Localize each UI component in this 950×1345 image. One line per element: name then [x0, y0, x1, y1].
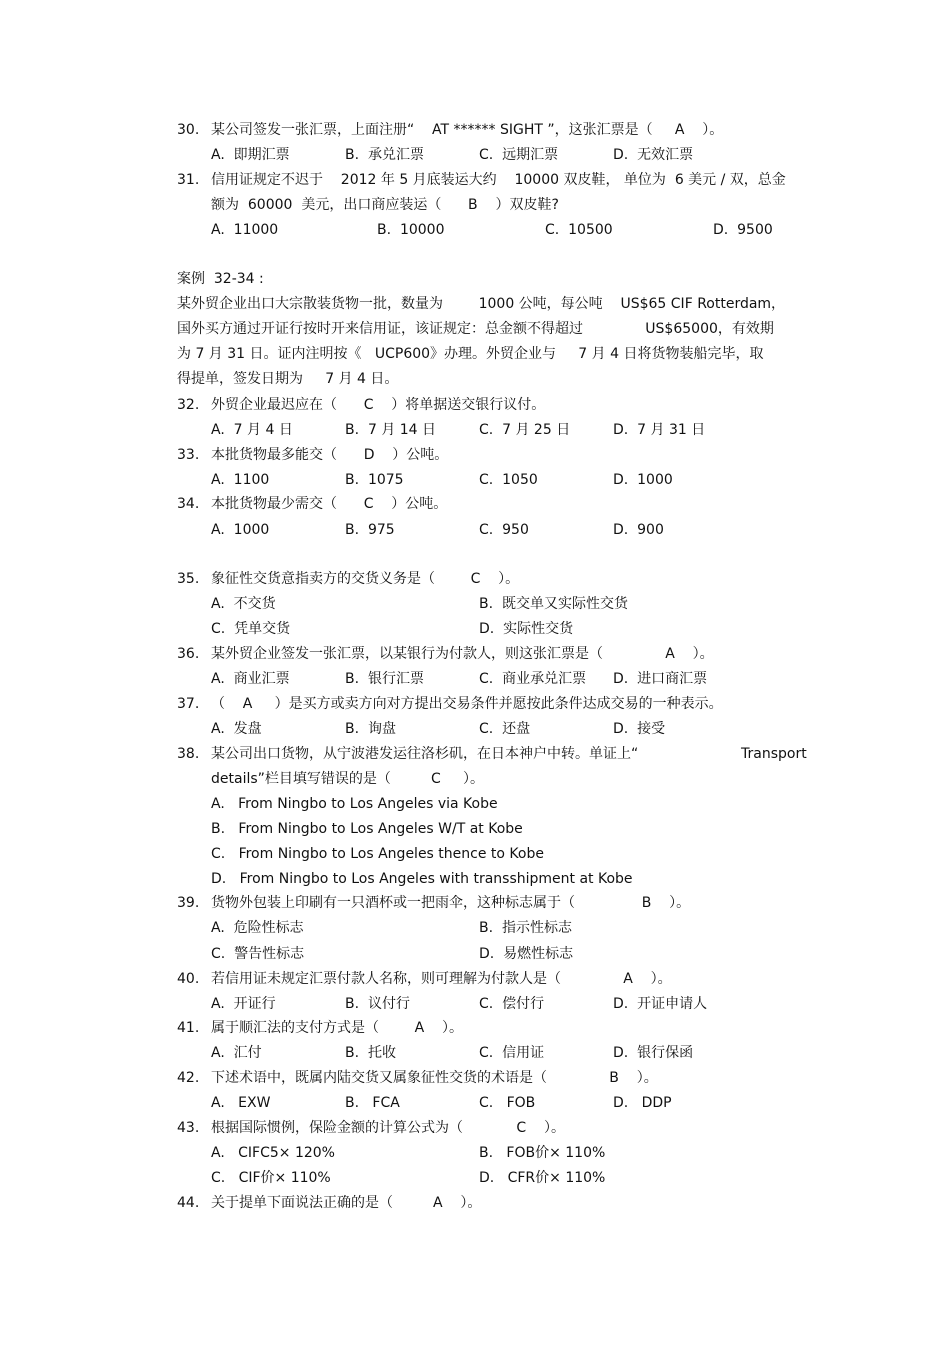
option-a: A. 危险性标志	[211, 920, 304, 936]
option-a: A. 11000	[211, 222, 279, 238]
question-number: 37.	[177, 696, 200, 712]
question-number: 38.	[177, 746, 200, 762]
question-number: 39.	[177, 895, 200, 911]
question-number: 43.	[177, 1120, 200, 1136]
question-text: 某外贸企业签发一张汇票，以某银行为付款人，则这张汇票是（ A ）。	[211, 646, 714, 662]
option-d: D. 7 月 31 日	[613, 422, 706, 438]
option-c: C. 信用证	[479, 1045, 545, 1061]
question-text: 本批货物最多能交（ D ）公吨。	[211, 447, 449, 463]
option-d: D. 开证申请人	[613, 996, 708, 1012]
option-a: A. 不交货	[211, 596, 276, 612]
question-text: （ A ）是买方或卖方向对方提出交易条件并愿按此条件达成交易的一种表示。	[211, 696, 723, 712]
option-c: C. 凭单交货	[211, 621, 291, 637]
option-b: B. 7 月 14 日	[345, 422, 437, 438]
option-d: D. 9500	[713, 222, 773, 238]
option-d: D. 银行保函	[613, 1045, 694, 1061]
option-d: D. CFR价× 110%	[479, 1170, 606, 1186]
option-b: B. 指示性标志	[479, 920, 572, 936]
option-b: B. 975	[345, 522, 395, 538]
case-paragraph-line: 某外贸企业出口大宗散装货物一批，数量为 1000 公吨，每公吨 US$65 CIF Rotterdam，	[177, 296, 786, 312]
option-c: C. 1050	[479, 472, 538, 488]
option-b: B. FCA	[345, 1095, 400, 1111]
question-number: 40.	[177, 971, 200, 987]
question-text-cont: 额为 60000 美元，出口商应装运（ B ）双皮鞋?	[211, 197, 559, 213]
question-text: 货物外包装上印刷有一只酒杯或一把雨伞，这种标志属于（ B ）。	[211, 895, 691, 911]
option-a: A. 发盘	[211, 721, 262, 737]
option-b: B. 10000	[377, 222, 445, 238]
option-b: B. 承兑汇票	[345, 147, 424, 163]
option-d: D. 无效汇票	[613, 147, 694, 163]
option-a: A. 1100	[211, 472, 270, 488]
option-a: A. EXW	[211, 1095, 271, 1111]
question-number: 31.	[177, 172, 200, 188]
question-text: 本批货物最少需交（ C ）公吨。	[211, 496, 448, 512]
option-d: D. 易燃性标志	[479, 946, 574, 962]
option-b: B. From Ningbo to Los Angeles W/T at Kobe	[211, 821, 523, 837]
option-a: A. From Ningbo to Los Angeles via Kobe	[211, 796, 498, 812]
option-d: D. From Ningbo to Los Angeles with transshipment at Kobe	[211, 871, 633, 887]
option-b: B. 托收	[345, 1045, 396, 1061]
case-paragraph-line: 国外买方通过开证行按时开来信用证，该证规定：总金额不得超过 US$65000，有效期	[177, 321, 774, 337]
option-c: C. 偿付行	[479, 996, 545, 1012]
question-text: 关于提单下面说法正确的是（ A ）。	[211, 1195, 482, 1211]
option-b: B. FOB价× 110%	[479, 1145, 606, 1161]
option-d: D. DDP	[613, 1095, 672, 1111]
case-paragraph-line: 为 7 月 31 日。证内注明按《 UCP600》办理。外贸企业与 7 月 4 日将货物装船完毕，取	[177, 346, 764, 362]
option-c: C. From Ningbo to Los Angeles thence to Kobe	[211, 846, 544, 862]
option-c: C. FOB	[479, 1095, 536, 1111]
question-text: 根据国际惯例，保险金额的计算公式为（ C ）。	[211, 1120, 565, 1136]
option-a: A. 商业汇票	[211, 671, 290, 687]
option-b: B. 银行汇票	[345, 671, 424, 687]
question-number: 30.	[177, 122, 200, 138]
option-c: C. 950	[479, 522, 529, 538]
option-b: B. 询盘	[345, 721, 396, 737]
question-text: 信用证规定不迟于 2012 年 5 月底装运大约 10000 双皮鞋， 单位为 6 美元 / 双，总金	[211, 172, 786, 188]
option-c: C. 远期汇票	[479, 147, 559, 163]
question-number: 41.	[177, 1020, 200, 1036]
question-text: 某公司出口货物，从宁波港发运往洛杉矶，在日本神户中转。单证上“	[211, 746, 639, 762]
question-text: 若信用证未规定汇票付款人名称，则可理解为付款人是（ A ）。	[211, 971, 672, 987]
question-text: 某公司签发一张汇票，上面注册“ AT ****** SIGHT ”，这张汇票是（ A ）。	[211, 122, 724, 138]
question-number: 44.	[177, 1195, 200, 1211]
option-a: A. CIFC5× 120%	[211, 1145, 335, 1161]
question-number: 42.	[177, 1070, 200, 1086]
question-number: 35.	[177, 571, 200, 587]
question-text: 属于顺汇法的支付方式是（ A ）。	[211, 1020, 463, 1036]
option-c: C. 还盘	[479, 721, 531, 737]
option-d: D. 900	[613, 522, 664, 538]
case-paragraph-line: 得提单，签发日期为 7 月 4 日。	[177, 371, 399, 387]
option-d: D. 实际性交货	[479, 621, 574, 637]
option-a: A. 7 月 4 日	[211, 422, 293, 438]
option-b: B. 议付行	[345, 996, 410, 1012]
question-number: 33.	[177, 447, 200, 463]
option-d: D. 进口商汇票	[613, 671, 708, 687]
option-b: B. 1075	[345, 472, 404, 488]
question-text-cont: details”栏目填写错误的是（ C ）。	[211, 771, 484, 787]
question-number: 36.	[177, 646, 200, 662]
option-a: A. 汇付	[211, 1045, 262, 1061]
option-d: D. 1000	[613, 472, 673, 488]
option-d: D. 接受	[613, 721, 666, 737]
option-b: B. 既交单又实际性交货	[479, 596, 628, 612]
question-number: 34.	[177, 496, 200, 512]
question-number: 32.	[177, 397, 200, 413]
question-text: 象征性交货意指卖方的交货义务是（ C ）。	[211, 571, 520, 587]
question-text: 外贸企业最迟应在（ C ）将单据送交银行议付。	[211, 397, 546, 413]
case-title: 案例 32-34 :	[177, 271, 264, 287]
question-text-end: Transport	[741, 746, 807, 762]
option-a: A. 开证行	[211, 996, 276, 1012]
question-text: 下述术语中，既属内陆交货又属象征性交货的术语是（ B ）。	[211, 1070, 658, 1086]
option-a: A. 即期汇票	[211, 147, 290, 163]
option-c: C. 警告性标志	[211, 946, 305, 962]
option-c: C. 10500	[545, 222, 613, 238]
option-c: C. CIF价× 110%	[211, 1170, 331, 1186]
option-c: C. 商业承兑汇票	[479, 671, 587, 687]
option-c: C. 7 月 25 日	[479, 422, 571, 438]
option-a: A. 1000	[211, 522, 270, 538]
